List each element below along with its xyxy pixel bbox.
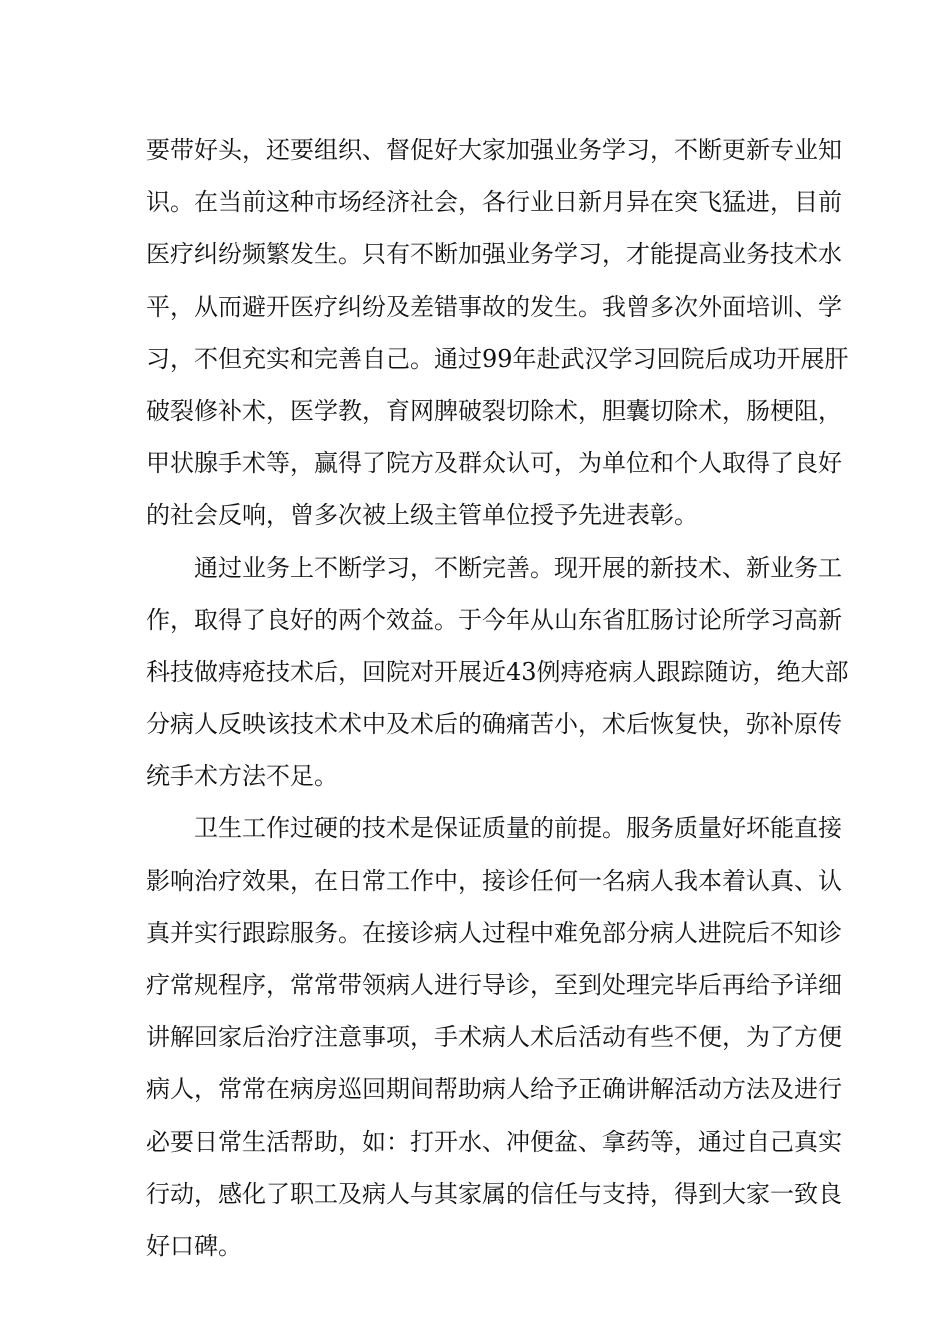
text-line: 破裂修补术，医学教，育网脾破裂切除术，胆囊切除术，肠梗阻，: [146, 396, 842, 425]
text-line: 平，从而避开医疗纠纷及差错事故的发生。我曾多次外面培训、学: [146, 292, 842, 321]
text-line: 分病人反映该技术术中及术后的确痛苦小，术后恢复快，弥补原传: [146, 710, 842, 739]
text-line: 识。在当前这种市场经济社会，各行业日新月异在突飞猛进，目前: [146, 188, 842, 217]
text-line: 影响治疗效果，在日常工作中，接诊任何一名病人我本着认真、认: [146, 866, 842, 895]
text-line: 病人，常常在病房巡回期间帮助病人给予正确讲解活动方法及进行: [146, 1075, 842, 1104]
text-line: 行动，感化了职工及病人与其家属的信任与支持，得到大家一致良: [146, 1179, 842, 1208]
text-line: 科技做痔疮技术后，回院对开展近43例痔疮病人跟踪随访，绝大部: [146, 657, 849, 686]
text-line: 好口碑。: [146, 1231, 242, 1260]
text-line: 医疗纠纷频繁发生。只有不断加强业务学习，才能提高业务技术水: [146, 240, 842, 269]
text-line: 的社会反响，曾多次被上级主管单位授予先进表彰。: [146, 501, 698, 530]
text-line: 要带好头，还要组织、督促好大家加强业务学习，不断更新专业知: [146, 136, 842, 164]
text-line: 通过业务上不断学习，不断完善。现开展的新技术、新业务工: [146, 553, 842, 582]
text-line: 甲状腺手术等，赢得了院方及群众认可，为单位和个人取得了良好: [146, 449, 842, 478]
text-line: 作，取得了良好的两个效益。于今年从山东省肛肠讨论所学习高新: [146, 605, 842, 634]
text-line: 真并实行跟踪服务。在接诊病人过程中难免部分病人进院后不知诊: [146, 918, 842, 947]
text-line: 卫生工作过硬的技术是保证质量的前提。服务质量好坏能直接: [146, 814, 842, 843]
text-line: 统手术方法不足。: [146, 762, 338, 791]
text-line: 必要日常生活帮助，如：打开水、冲便盆、拿药等，通过自己真实: [146, 1127, 842, 1156]
text-line: 疗常规程序，常常带领病人进行导诊，至到处理完毕后再给予详细: [146, 971, 842, 999]
text-line: 讲解回家后治疗注意事项，手术病人术后活动有些不便，为了方便: [146, 1023, 842, 1052]
text-line: 习，不但充实和完善自己。通过99年赴武汉学习回院后成功开展肝: [146, 344, 849, 373]
body-text: [146, 124, 849, 1272]
